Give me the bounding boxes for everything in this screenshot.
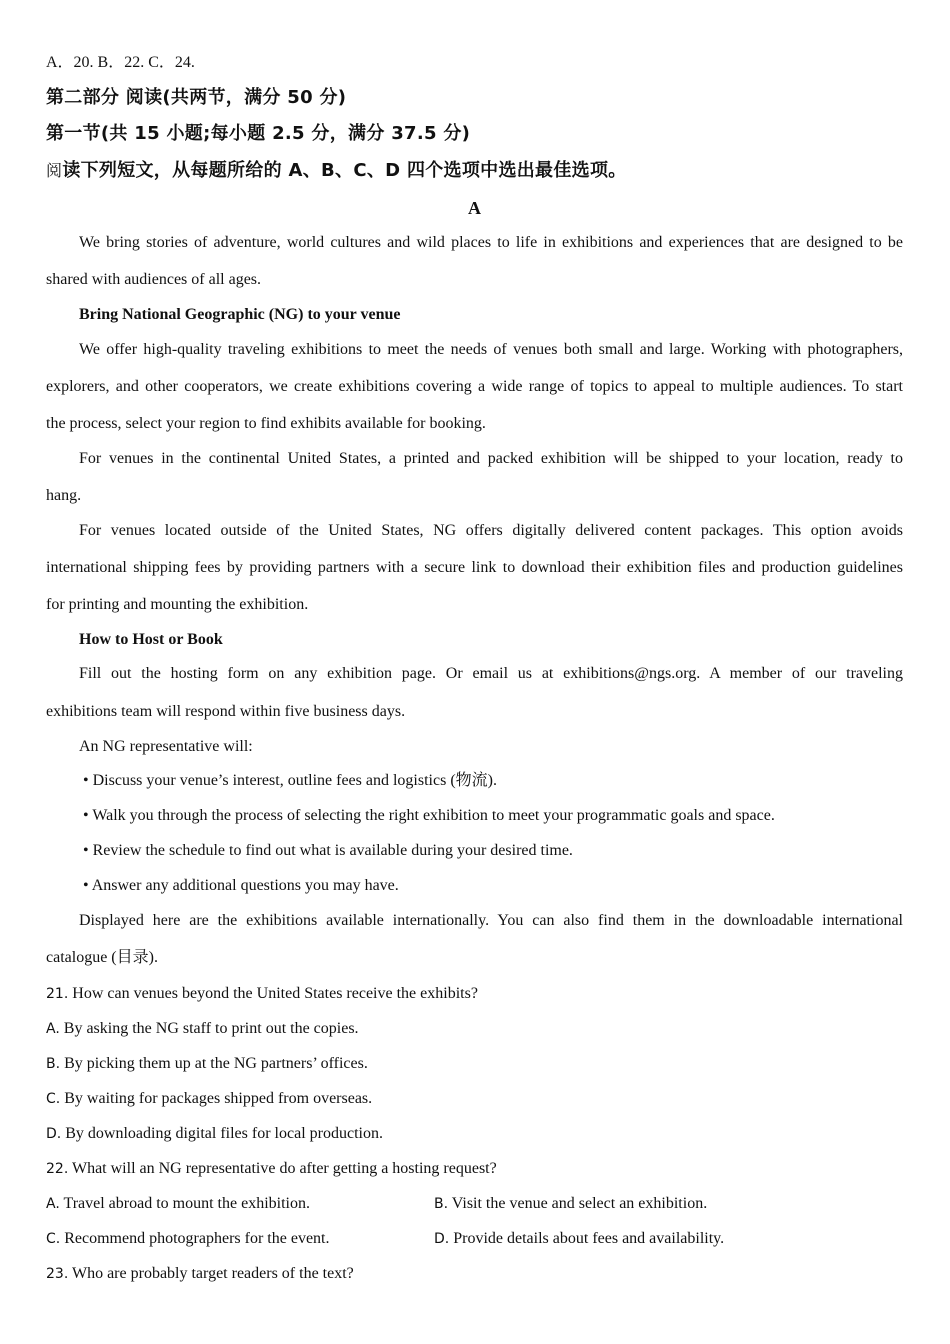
option-text: Provide details about fees and availability. <box>449 1230 725 1247</box>
option-22-c <box>46 1230 329 1247</box>
question-text: Who are probably target readers of the text? <box>68 1265 354 1282</box>
option-row-22-cd <box>46 1229 903 1249</box>
bullet-text: Answer any additional questions you may have. <box>91 877 399 894</box>
option-21-a <box>46 1019 903 1039</box>
subheading-bring-ng: Bring National Geographic (NG) to your venue <box>79 306 401 323</box>
option-21-b <box>46 1054 903 1074</box>
paragraph-1-line-2: shared with audiences of all ages. <box>46 271 262 288</box>
option-22-a <box>46 1195 310 1212</box>
paragraph-7-line-1: Displayed here are the exhibitions available internationally. You can also find them in the downloadable international <box>79 912 903 929</box>
question-number: 21. <box>46 986 69 1002</box>
section1-heading: 第一节(共 15 小题;每小题 2.5 分，满分 37.5 分) <box>46 123 471 144</box>
question-22 <box>46 1159 903 1179</box>
question-21 <box>46 984 903 1004</box>
option-21-d <box>46 1124 903 1144</box>
list-item: • Walk you through the process of selecting the right exhibition to meet your programmatic goals and space. <box>83 807 775 824</box>
question-text: What will an NG representative do after getting a hosting request? <box>68 1160 497 1177</box>
paragraph-4-line-3: for printing and mounting the exhibition. <box>46 596 309 613</box>
part2-heading: 第二部分 阅读(共两节，满分 50 分) <box>46 87 347 108</box>
paragraph-3-line-1: For venues in the continental United States, a printed and packed exhibition will be shipped to your location, ready to <box>79 450 903 467</box>
option-text: Recommend photographers for the event. <box>60 1230 330 1247</box>
option-text: By asking the NG staff to print out the copies. <box>59 1020 359 1037</box>
previous-question-options: A．20. B．22. C．24. <box>46 54 195 71</box>
instruction-text: 读下列短文，从每题所给的 A、B、C、D 四个选项中选出最佳选项。 <box>62 160 627 181</box>
option-text: By picking them up at the NG partners’ offices. <box>60 1055 368 1072</box>
option-letter: B. <box>46 1056 61 1072</box>
option-letter: D. <box>434 1231 450 1247</box>
paragraph-5-line-1: Fill out the hosting form on any exhibition page. Or email us at exhibitions@ngs.org. A member of our traveling <box>79 665 903 682</box>
paragraph-1-line-1: We bring stories of adventure, world cultures and wild places to life in exhibitions and experiences that are designed to be <box>79 234 903 251</box>
bullet-text: Discuss your venue’s interest, outline fees and logistics (物流). <box>92 772 497 789</box>
option-letter: D. <box>46 1126 62 1142</box>
question-23 <box>46 1264 903 1284</box>
option-text: By waiting for packages shipped from overseas. <box>60 1090 373 1107</box>
reading-instruction <box>46 161 903 181</box>
paragraph-2-line-3: the process, select your region to find exhibits available for booking. <box>46 415 486 432</box>
option-letter: A. <box>46 1021 60 1037</box>
question-text: How can venues beyond the United States receive the exhibits? <box>68 985 478 1002</box>
instruction-prefix: 阅 <box>46 161 63 180</box>
option-row-22-ab <box>46 1194 903 1214</box>
paragraph-2-line-2: explorers, and other cooperators, we create exhibitions covering a wide range of topics to appeal to multiple audiences. To start <box>46 378 903 395</box>
question-number: 23. <box>46 1266 69 1282</box>
paragraph-2-line-1: We offer high-quality traveling exhibitions to meet the needs of venues both small and large. Working with photographers, <box>79 341 903 358</box>
paragraph-4-line-2: international shipping fees by providing partners with a secure link to download their exhibition files and production guidelines <box>46 559 903 576</box>
bullet-text: Review the schedule to find out what is available during your desired time. <box>92 842 573 859</box>
paragraph-7-line-2: catalogue (目录). <box>46 949 158 966</box>
option-22-d <box>434 1229 724 1249</box>
question-number: 22. <box>46 1161 69 1177</box>
bullet-text: Walk you through the process of selecting the right exhibition to meet your programmatic goals and space. <box>92 807 775 824</box>
option-letter: C. <box>46 1231 61 1247</box>
option-letter: A. <box>46 1196 60 1212</box>
list-item: • Answer any additional questions you may have. <box>83 877 399 894</box>
option-letter: C. <box>46 1091 61 1107</box>
list-item: • Discuss your venue’s interest, outline fees and logistics (物流). <box>83 772 497 789</box>
paragraph-6: An NG representative will: <box>79 738 253 755</box>
option-letter: B. <box>434 1196 449 1212</box>
option-text: Travel abroad to mount the exhibition. <box>59 1195 310 1212</box>
list-item: • Review the schedule to find out what is available during your desired time. <box>83 842 573 859</box>
option-21-c <box>46 1089 903 1109</box>
passage-label: A <box>468 198 481 218</box>
paragraph-5-line-2: exhibitions team will respond within five business days. <box>46 703 406 720</box>
paragraph-3-line-2: hang. <box>46 487 82 504</box>
paragraph-4-line-1: For venues located outside of the United States, NG offers digitally delivered content packages. This option avoids <box>79 522 903 539</box>
option-text: Visit the venue and select an exhibition. <box>448 1195 708 1212</box>
option-22-b <box>434 1194 707 1214</box>
option-text: By downloading digital files for local production. <box>61 1125 383 1142</box>
subheading-host-book: How to Host or Book <box>79 631 223 648</box>
